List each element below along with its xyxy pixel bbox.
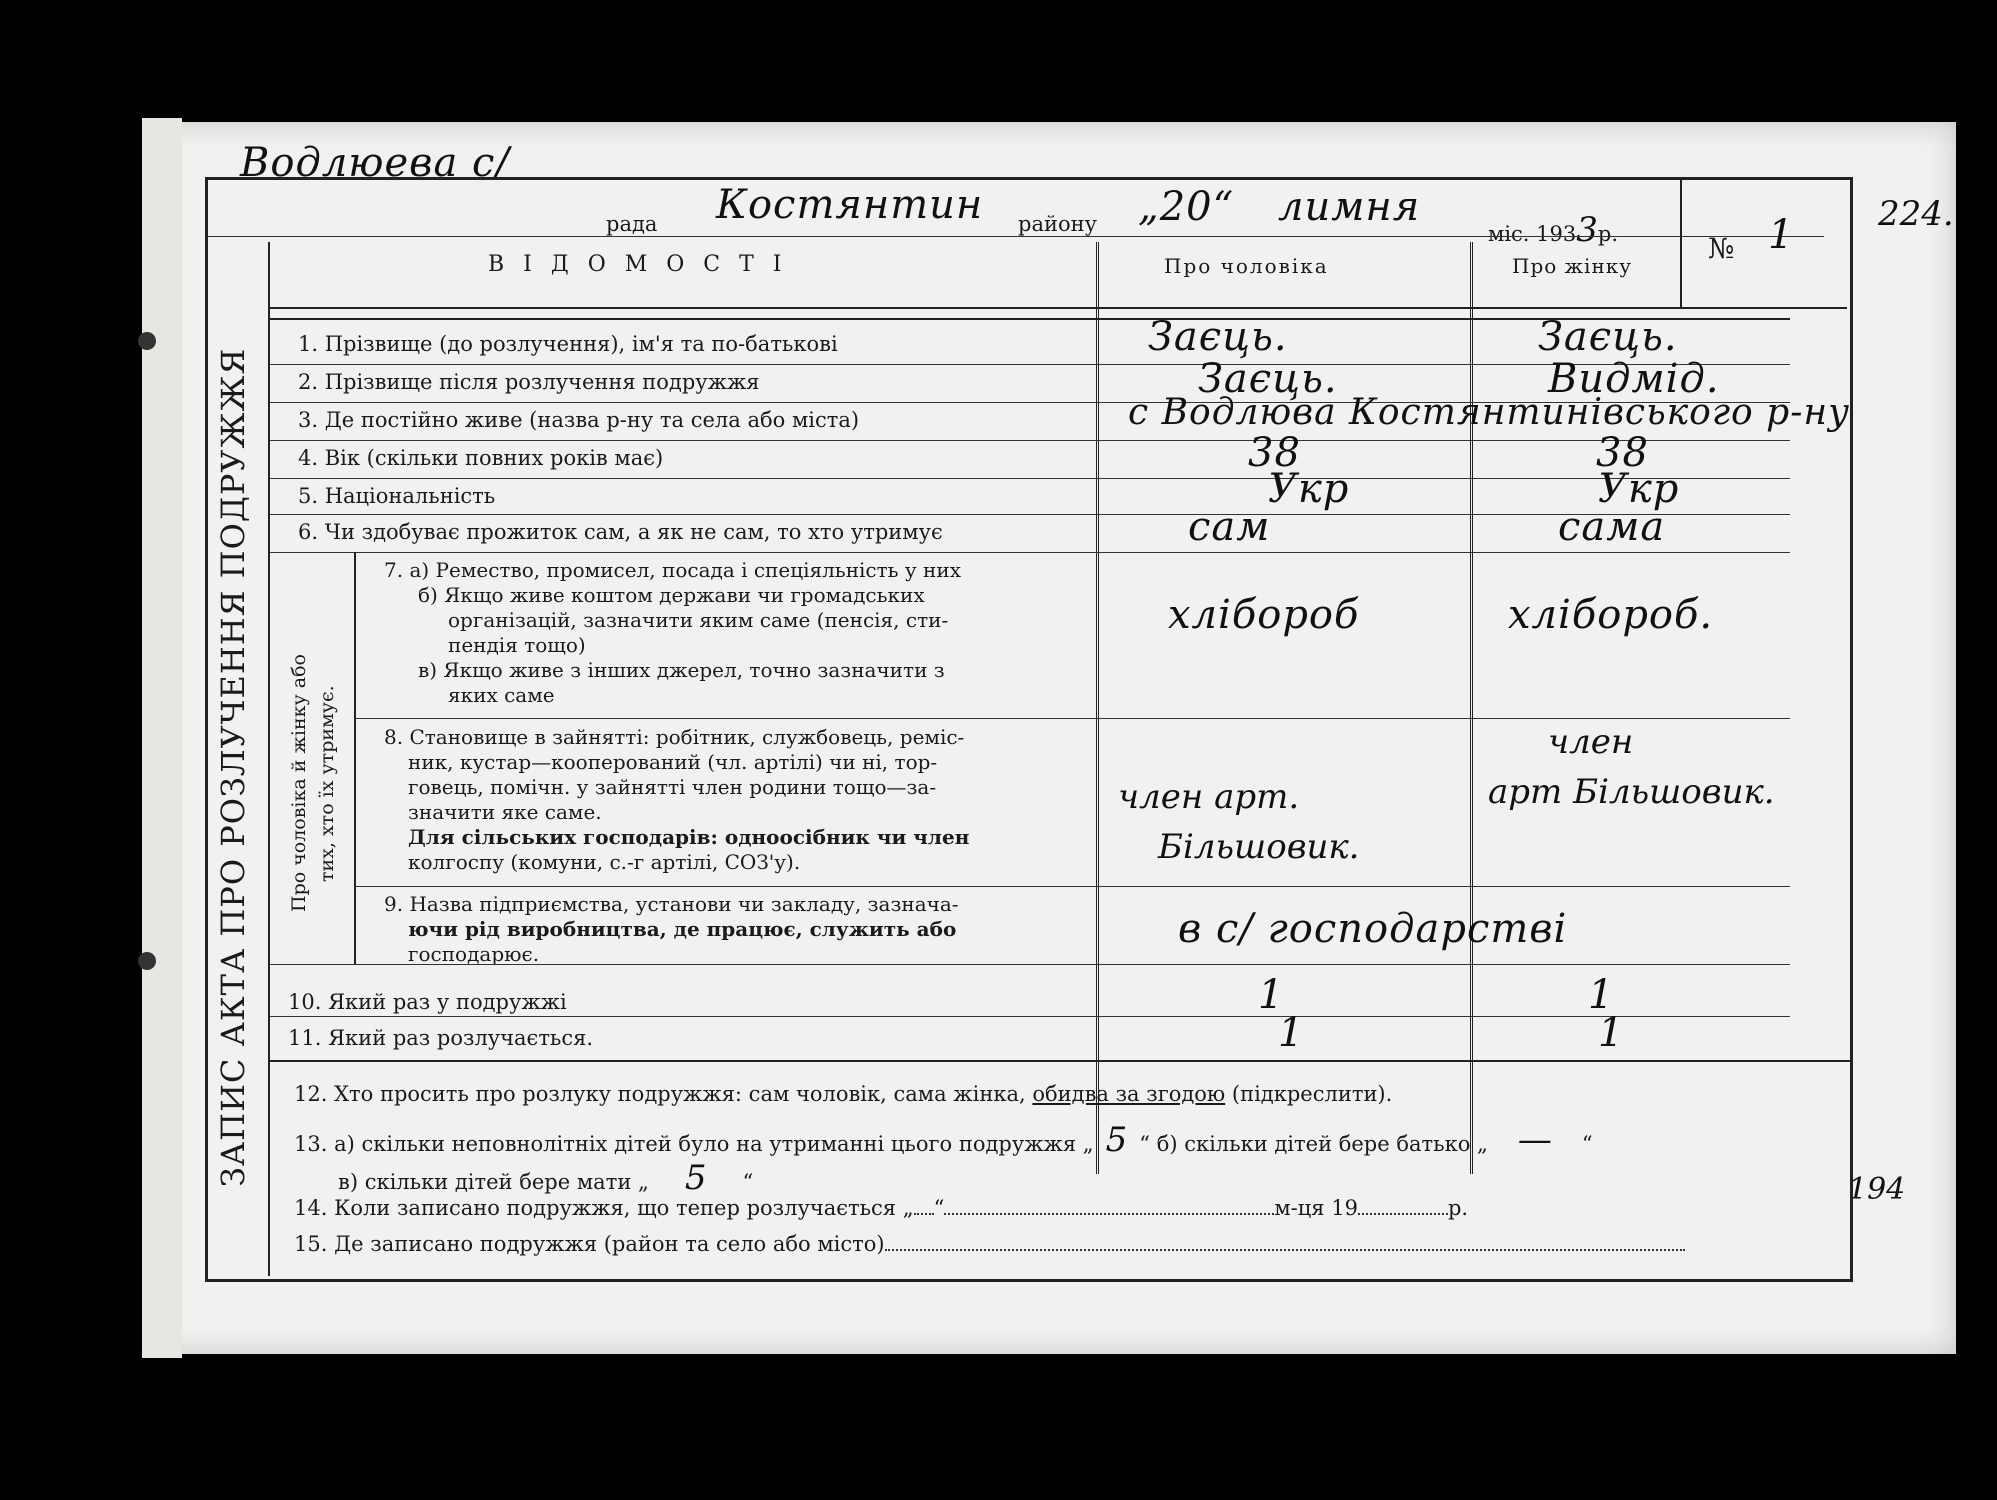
row-11-wife: 1 bbox=[1598, 1010, 1625, 1056]
row-12-underlined-option: обидва за згодою bbox=[1032, 1082, 1226, 1106]
row-13c: в) скільки дітей бере мати „ 5 “ bbox=[338, 1158, 754, 1198]
row-10-husband: 1 bbox=[1258, 972, 1285, 1018]
punch-hole bbox=[138, 332, 156, 350]
row-15: 15. Де записано подружжя (район та село або місто) bbox=[294, 1232, 1685, 1256]
row-separator bbox=[270, 1016, 1790, 1017]
row-7-husband: хлібороб bbox=[1168, 592, 1360, 638]
row-1-wife: Заєць. bbox=[1538, 314, 1678, 360]
row-separator bbox=[270, 964, 1790, 965]
row-8-label: 8. Становище в зайнятті: робітник, службовець, реміс- ник, кустар—кооперований (чл. артілі) чи ні, тор- говець, помічн. у зайнятті член родини тощо—за- значити яке саме. Для сільських господарів: одноосібник чи член колгоспу (комуни, с.-г артілі, СОЗ'у). bbox=[384, 725, 970, 874]
number-label: № bbox=[1708, 232, 1735, 265]
row-separator bbox=[270, 478, 1790, 479]
row-11-husband: 1 bbox=[1278, 1010, 1305, 1056]
row-6-husband: сам bbox=[1188, 504, 1271, 550]
header-row-bottom bbox=[270, 307, 1847, 309]
row-6-label: 6. Чи здобуває прожиток сам, а як не сам, то хто утримує bbox=[298, 520, 943, 544]
raion-label: району bbox=[1018, 212, 1097, 236]
column-header-info: В І Д О М О С Т І bbox=[488, 252, 788, 277]
month-handwritten: лимня bbox=[1278, 184, 1421, 230]
row-4-label: 4. Вік (скільки повних років має) bbox=[298, 446, 664, 470]
group-subtitle-2: тих, хто їх утримує. bbox=[316, 685, 338, 882]
row-8-husband-line1: член арт. bbox=[1118, 777, 1300, 817]
husband-column-divider bbox=[1096, 242, 1101, 1174]
column-header-husband: Про чоловіка bbox=[1164, 254, 1329, 278]
group-subtitle-1: Про чоловіка й жінку або bbox=[288, 654, 310, 912]
row-12: 12. Хто просить про розлуку подружжя: сам чоловік, сама жінка, обидва за згодою (підкреслити). bbox=[294, 1082, 1393, 1106]
margin-note-top: 224. bbox=[1878, 194, 1954, 234]
row-10-label: 10. Який раз у подружжі bbox=[288, 990, 567, 1014]
title-column-divider bbox=[268, 242, 270, 1276]
row-14: 14. Коли записано подружжя, що тепер розлучається „ “ м-ця 19 р. bbox=[294, 1196, 1469, 1220]
number-value: 1 bbox=[1768, 212, 1795, 258]
wife-column-divider bbox=[1470, 242, 1475, 1174]
row-separator bbox=[270, 1060, 1850, 1062]
row-8-wife-line1: член bbox=[1548, 722, 1634, 762]
margin-note-bottom: 194 bbox=[1848, 1172, 1906, 1207]
row-2-husband: Заєць. bbox=[1198, 356, 1338, 402]
row-7-label: 7. а) Ремество, промисел, посада і спеціяльність у них б) Якщо живе коштом держави чи громадських організацій, зазначити яким саме (пенсія, сти- пендія тощо) в) Якщо живе з інших джерел, точно зазначити з яких саме bbox=[384, 558, 961, 707]
row-1-husband: Заєць. bbox=[1148, 314, 1288, 360]
row-4-wife: 38 bbox=[1596, 430, 1649, 476]
village-handwritten: Водлюева с/ bbox=[240, 140, 510, 186]
raion-handwritten: Костянтин bbox=[716, 182, 984, 228]
rada-label: рада bbox=[606, 212, 658, 236]
row-3-husband: с Водлюва Костянтинівського р-ну bbox=[1128, 392, 1850, 433]
vertical-title: ЗАПИС АКТА ПРО РОЗЛУЧЕННЯ ПОДРУЖЖЯ bbox=[214, 347, 252, 1187]
row-3-label: 3. Де постійно живе (назва р-ну та села або міста) bbox=[298, 408, 860, 432]
row-separator bbox=[354, 886, 1790, 887]
record-card bbox=[148, 122, 1956, 1354]
row-8-husband-line2: Більшовик. bbox=[1158, 827, 1360, 867]
row-7-wife: хлібороб. bbox=[1508, 592, 1714, 638]
row-2-wife: Видмід. bbox=[1548, 356, 1720, 402]
row-2-label: 2. Прізвище після розлучення подружжя bbox=[298, 370, 760, 394]
row-5-wife: Укр bbox=[1598, 466, 1680, 512]
row-5-label: 5. Національність bbox=[298, 484, 496, 508]
column-header-wife: Про жінку bbox=[1512, 254, 1633, 278]
row-13a: 13. а) скільки неповнолітніх дітей було на утриманні цього подружжя „ 5 “ б) скільки дітей бере батько „ — “ bbox=[294, 1120, 1593, 1160]
row-separator bbox=[270, 552, 1790, 553]
row-1-label: 1. Прізвище (до розлучення), ім'я та по-батькові bbox=[298, 332, 838, 356]
day-handwritten: „20“ bbox=[1138, 184, 1235, 230]
row-5-husband: Укр bbox=[1268, 466, 1350, 512]
punch-hole bbox=[138, 952, 156, 970]
row-4-husband: 38 bbox=[1248, 430, 1301, 476]
row-9-value: в с/ господарстві bbox=[1178, 906, 1568, 952]
row-separator bbox=[354, 718, 1790, 719]
number-column-divider bbox=[1680, 177, 1682, 307]
row-11-label: 11. Який раз розлучається. bbox=[288, 1026, 594, 1050]
year-label: міс. 1933р. bbox=[1488, 210, 1619, 250]
row-9-label: 9. Назва підприємства, установи чи закладу, зазнача- ючи рід виробництва, де працює, служить або господарює. bbox=[384, 892, 959, 966]
row-6-wife: сама bbox=[1558, 504, 1666, 550]
row-10-wife: 1 bbox=[1588, 972, 1615, 1018]
group-divider bbox=[354, 552, 356, 964]
row-8-wife-line2: арт Більшовик. bbox=[1488, 772, 1775, 812]
row-separator bbox=[270, 440, 1790, 441]
